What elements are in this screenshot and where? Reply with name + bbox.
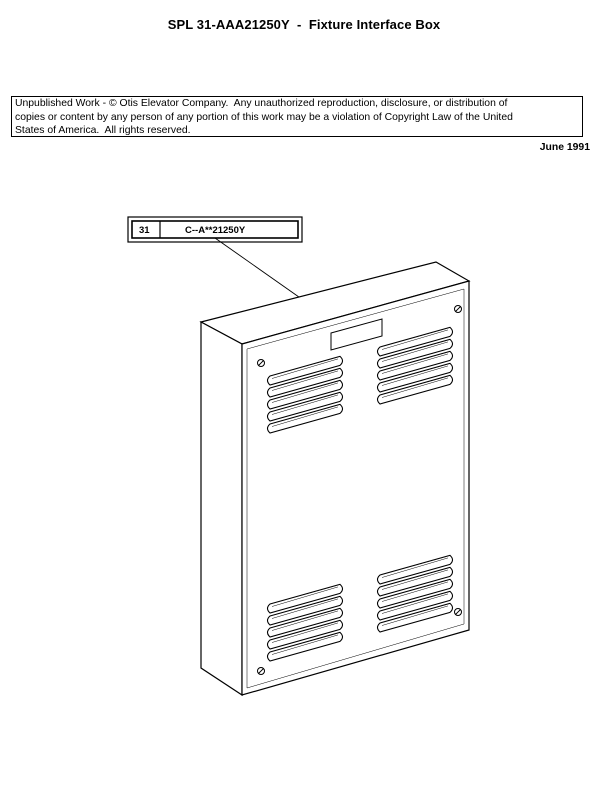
copyright-notice-line: States of America. All rights reserved. bbox=[15, 125, 191, 136]
screw-icon bbox=[455, 306, 462, 313]
screw-icon bbox=[258, 360, 265, 367]
box-side-face bbox=[201, 322, 242, 695]
screw-icon bbox=[258, 668, 265, 675]
part-label-part-number: C--A**21250Y bbox=[185, 225, 246, 236]
document-date: June 1991 bbox=[539, 142, 590, 153]
document-title: SPL 31-AAA21250Y - Fixture Interface Box bbox=[167, 17, 441, 32]
part-label-item-number: 31 bbox=[139, 225, 150, 236]
screw-icon bbox=[455, 609, 462, 616]
copyright-notice-line: copies or content by any person of any portion of this work may be a violation of Copyright Law of the United bbox=[15, 111, 513, 123]
copyright-notice-line: Unpublished Work - © Otis Elevator Company. Any unauthorized reproduction, disclosure, or distribution of bbox=[15, 98, 508, 109]
